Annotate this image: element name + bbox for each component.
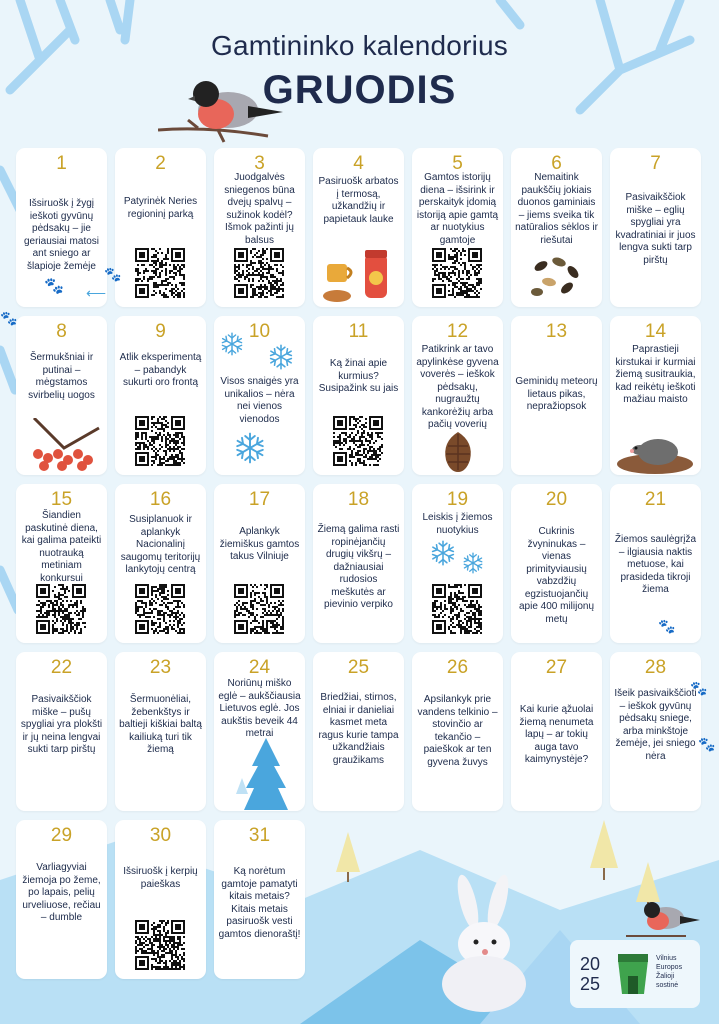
day-number: 12 (446, 321, 469, 342)
seeds-icon (527, 252, 587, 300)
day-card (16, 484, 107, 643)
day-card (313, 484, 404, 643)
day-number: 31 (248, 825, 271, 846)
day-text: Šiandien paskutinė diena, kai galima pateikti nuotrauką metiniam konkursui (21, 510, 102, 584)
day-text: Cukrinis žvyninukas – vienas primityviausių vabzdžių egzistuojančių apie 400 milijonų metų (518, 526, 595, 625)
day-text: Ką žinai apie kurmius? Susipažink su jais (318, 358, 399, 394)
qr-code-icon[interactable] (234, 584, 284, 634)
day-text: Šermukšniai ir putinai – mėgstamos svirbelių uogos (28, 352, 95, 401)
day-card (115, 316, 206, 475)
day-number: 26 (446, 657, 469, 678)
day-number: 29 (50, 825, 73, 846)
day-number: 15 (50, 489, 73, 510)
day-number: 5 (452, 153, 463, 174)
green-capital-icon (614, 950, 652, 994)
day-text: Patikrink ar tavo apylinkėse gyvena voverės – ieškok pėdsakų, nugraužtų kankorėžių arba pačių voverių (416, 344, 499, 430)
qr-code-icon[interactable] (36, 584, 86, 634)
day-text: Pasivaikščiok miške – pušų spygliai yra plokšti ir jų neina lengvai sukti tarp pirštų (20, 694, 103, 755)
qr-code-icon[interactable] (135, 248, 185, 298)
day-text: Noriūnų miško eglė – aukščiausia Lietuvos eglė. Jos aukštis beveik 44 metrai (218, 678, 301, 739)
snowflake-icon (268, 344, 294, 370)
qr-code-icon[interactable] (135, 920, 185, 970)
day-number: 30 (149, 825, 172, 846)
paw-prints-icon: 🐾 (690, 680, 708, 696)
day-card (610, 148, 701, 307)
qr-code-icon[interactable] (135, 416, 185, 466)
day-number: 10 (248, 321, 271, 342)
day-text: Žiemą galima rasti ropinėjančių drugių vikšrų – dažniausiai rudosios meškutės ar pievinio verpiko (317, 524, 400, 610)
day-text: Apsilankyk prie vandens telkinio – stovinčio ar tekančio – paieškok ar ten gyvena žuvys (417, 694, 498, 768)
day-text: Aplankyk žiemiškus gamtos takus Vilniuje (219, 526, 300, 562)
day-number: 9 (155, 321, 166, 342)
day-card (511, 652, 602, 811)
day-number: 27 (545, 657, 568, 678)
snowflake-icon (430, 540, 456, 566)
day-card (16, 820, 107, 979)
pine-cone-icon (440, 432, 476, 472)
day-text: Visos snaigės yra unikalios – nėra nei vienos vienodos (220, 376, 299, 425)
day-text: Nemaitink paukščių jokiais duonos gaminiais – jiems sveika tik natūralios sėklos ir riešutai (515, 172, 598, 246)
day-text: Patyrinėk Neries regioninį parką (123, 196, 198, 220)
day-card (511, 484, 602, 643)
bullfinch-icon (158, 72, 288, 152)
day-card (412, 484, 503, 643)
spruce-tree-icon (232, 738, 288, 810)
day-text: Pasiruošk arbatos į termosą, užkandžių ir papietauk lauke (318, 176, 399, 225)
paw-prints-icon: ⟵ (86, 285, 107, 301)
day-card (412, 316, 503, 475)
paw-prints-icon: 🐾 (658, 618, 676, 634)
day-number: 24 (248, 657, 271, 678)
small-tree-icon (590, 820, 618, 880)
day-card (115, 484, 206, 643)
day-number: 28 (644, 657, 667, 678)
logo-text: Vilnius Europos Žalioji sostinė (656, 955, 683, 989)
day-number: 6 (551, 153, 562, 174)
day-card (214, 316, 305, 475)
day-number: 14 (644, 321, 667, 342)
small-tree-icon (336, 832, 360, 882)
day-card (16, 316, 107, 475)
day-text: Leiskis į žiemos nuotykius (422, 512, 493, 536)
day-card (115, 148, 206, 307)
snowflake-icon (462, 552, 484, 574)
day-text: Šermuonėliai, žebenkštys ir baltieji kiškiai baltą kailiuką turi tik žiemą (119, 694, 202, 755)
qr-code-icon[interactable] (333, 416, 383, 466)
day-text: Ką norėtum gamtoje pamatyti kitais metais? Kitais metais pasiruošk vesti gamtos dienoraštį! (218, 866, 301, 940)
day-text: Varliagyviai žiemoja po žeme, po lapais, pelių urveliuose, rečiau – dumble (22, 862, 101, 923)
day-text: Susiplanuok ir aplankyk Nacionalinį saugomų teritorijų lankytojų centrą (120, 514, 201, 575)
logo-year: 20 25 (580, 954, 601, 994)
day-text: Juodgalvės sniegenos būna dvejų spalvų – sužinok kodėl? Išmok pažinti jų balsus (224, 172, 295, 246)
day-card (313, 316, 404, 475)
day-text: Atlik eksperimentą – pabandyk sukurti oro frontą (119, 352, 202, 388)
day-number: 20 (545, 489, 568, 510)
day-card (214, 148, 305, 307)
day-number: 17 (248, 489, 271, 510)
day-number: 1 (56, 153, 67, 174)
day-card (313, 652, 404, 811)
tea-thermos-icon (319, 248, 399, 304)
day-number: 18 (347, 489, 370, 510)
day-number: 13 (545, 321, 568, 342)
day-text: Išsiruošk į kerpių paieškas (123, 866, 198, 890)
day-card (214, 820, 305, 979)
day-card (511, 316, 602, 475)
day-card (412, 652, 503, 811)
day-number: 11 (348, 321, 369, 342)
day-text: Kai kurie ąžuolai žiemą nenumeta lapų – ar tokių auga tavo kaimynystėje? (519, 704, 594, 765)
day-number: 23 (149, 657, 172, 678)
paw-prints-icon: 🐾 (44, 278, 64, 295)
day-number: 25 (347, 657, 370, 678)
day-text: Pasivaikščiok miške – eglių spygliai yra kvadratiniai ir juos lengva sukti tarp pirštų (615, 192, 696, 266)
header (0, 30, 719, 113)
calendar-subtitle: Gamtininko kalendorius (211, 30, 508, 61)
day-text: Geminidų meteorų lietaus pikas, nepražiopsok (515, 376, 598, 412)
mole-icon (614, 424, 696, 474)
day-number: 2 (155, 153, 166, 174)
qr-code-icon[interactable] (135, 584, 185, 634)
day-text: Gamtos istorijų diena – išsirink ir perskaityk įdomią istoriją apie gamtą ar nuotykius gamtoje (416, 172, 499, 246)
day-card (610, 316, 701, 475)
day-number: 7 (650, 153, 661, 174)
day-text: Išeik pasivaikščioti – ieškok gyvūnų pėdsakų sniege, arba minkštoje žemėje, jei sniego nėra (614, 688, 697, 762)
snowflake-icon (220, 332, 244, 356)
rowan-berries-icon (24, 418, 104, 472)
day-number: 3 (254, 153, 265, 174)
day-card (412, 148, 503, 307)
day-text: Žiemos saulėgrįža – ilgiausia naktis metuose, kai prasideda tikroji žiema (614, 534, 697, 595)
snowflake-icon (234, 432, 266, 464)
qr-code-icon[interactable] (234, 248, 284, 298)
day-card (313, 148, 404, 307)
day-number: 16 (149, 489, 172, 510)
hare-icon (428, 872, 538, 1012)
day-number: 22 (50, 657, 73, 678)
day-number: 8 (56, 321, 67, 342)
paw-prints-icon: 🐾 (0, 310, 18, 326)
day-card (214, 652, 305, 811)
day-card (214, 484, 305, 643)
day-text: Briedžiai, stirnos, elniai ir danieliai kasmet meta ragus kurie tampa užkandžiais graužikams (318, 692, 399, 766)
bullfinch-icon (626, 898, 702, 942)
day-card (511, 148, 602, 307)
day-number: 4 (353, 153, 364, 174)
day-card (610, 484, 701, 643)
day-card (115, 652, 206, 811)
day-text: Išsiruošk į žygį ieškoti gyvūnų pėdsakų – jie geriausiai matosi ant sniego ar šlapioje žemėje (23, 198, 100, 272)
day-card (115, 820, 206, 979)
qr-code-icon[interactable] (432, 584, 482, 634)
day-number: 21 (644, 489, 667, 510)
day-card (610, 652, 701, 811)
day-number: 19 (446, 489, 469, 510)
paw-prints-icon: 🐾 (104, 266, 122, 282)
green-capital-logo (570, 940, 700, 1008)
month-title: GRUODIS (262, 68, 457, 112)
day-card (16, 652, 107, 811)
paw-prints-icon: 🐾 (698, 736, 716, 752)
qr-code-icon[interactable] (432, 248, 482, 298)
day-text: Paprastieji kirstukai ir kurmiai žiemą susitraukia, kad reikėtų ieškoti mažiau maisto (615, 344, 696, 405)
